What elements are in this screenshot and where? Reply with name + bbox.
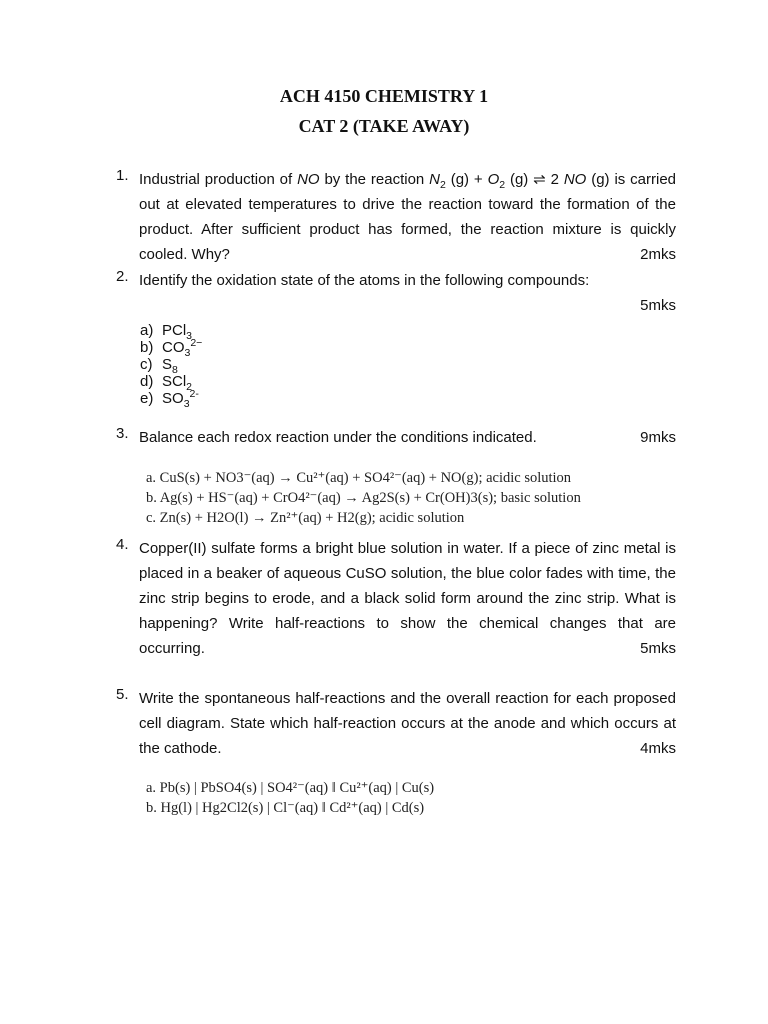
question-number: 5.	[116, 686, 129, 703]
option-e: e) $SO_3^{2-}$	[140, 388, 199, 410]
marks-label: 9mks	[640, 429, 676, 446]
question-1	[116, 167, 676, 267]
question-text: Balance each redox reaction under the conditions indicated. 9mks	[139, 425, 676, 450]
reaction-c: c. Zn(s) + H2O(l) → Zn²⁺(aq) + H2(g); acidic solution	[146, 510, 465, 526]
reaction-a: a. CuS(s) + NO3⁻(aq) → Cu²⁺(aq) + SO4²⁻(aq) + NO(g); acidic solution	[146, 470, 572, 486]
marks-label: 2mks	[640, 246, 676, 263]
marks-label: 5mks	[640, 640, 676, 657]
page-title: ACH 4150 CHEMISTRY 1	[279, 86, 489, 106]
option-d: d) SCl$_2$	[140, 373, 193, 393]
option-list	[140, 322, 203, 410]
marks-label: 4mks	[640, 740, 676, 757]
reaction-b: b. Ag(s) + HS⁻(aq) + CrO4²⁻(aq) → Ag2S(s) + Cr(OH)3(s); basic solution	[146, 490, 581, 506]
question-number: 3.	[116, 425, 129, 442]
option-c: c) $S_8$	[140, 356, 178, 376]
question-number: 2.	[116, 268, 129, 285]
question-text: Identify the oxidation state of the atoms in the following compounds: 5mks	[139, 268, 676, 293]
page-subtitle: CAT 2 (TAKE AWAY)	[298, 116, 470, 136]
question-4	[116, 536, 676, 661]
cell-diagram-b: b. Hg(l) | Hg2Cl2(s) | Cl⁻(aq) ‖ Cd²⁺(aq) | Cd(s)	[146, 800, 425, 816]
marks-label: 5mks	[640, 297, 676, 314]
question-text: Copper(II) sulfate forms a bright blue solution in water. If a piece of zinc metal is placed in a beaker of aqueous CuSO solution, the blue color fades with time, the zinc strip begins to erode, and a black solid form around the zinc strip. What is happening? Write half-reactions to show the chemical changes that are occurring. 5mks	[139, 536, 676, 661]
cell-diagram-list	[146, 778, 434, 818]
question-text: Write the spontaneous half-reactions and the overall reaction for each proposed cell diagram. State which half-reaction occurs at the anode and which occurs at the cathode. 4mks	[139, 686, 676, 761]
reaction-list	[146, 468, 581, 528]
question-text: Industrial production of NO by the reaction $N_2$ $(g) + O_2$ (g) ⇌ 2 NO (g) is carried out at elevated temperatures to drive the reaction toward the formation of the product. After sufficient product has formed, the reaction mixture is quickly cooled. Why? 2mks	[139, 167, 676, 267]
option-b: b) $CO_3^{2-}$	[140, 337, 203, 359]
question-2	[116, 268, 676, 318]
question-number: 1.	[116, 167, 129, 184]
cell-diagram-a: a. Pb(s) | PbSO4(s) | SO4²⁻(aq) ‖ Cu²⁺(aq) | Cu(s)	[146, 780, 435, 796]
question-3	[116, 425, 676, 450]
option-a: a) PCl$_3$	[140, 322, 193, 342]
question-5	[116, 686, 676, 761]
question-number: 4.	[116, 536, 129, 553]
